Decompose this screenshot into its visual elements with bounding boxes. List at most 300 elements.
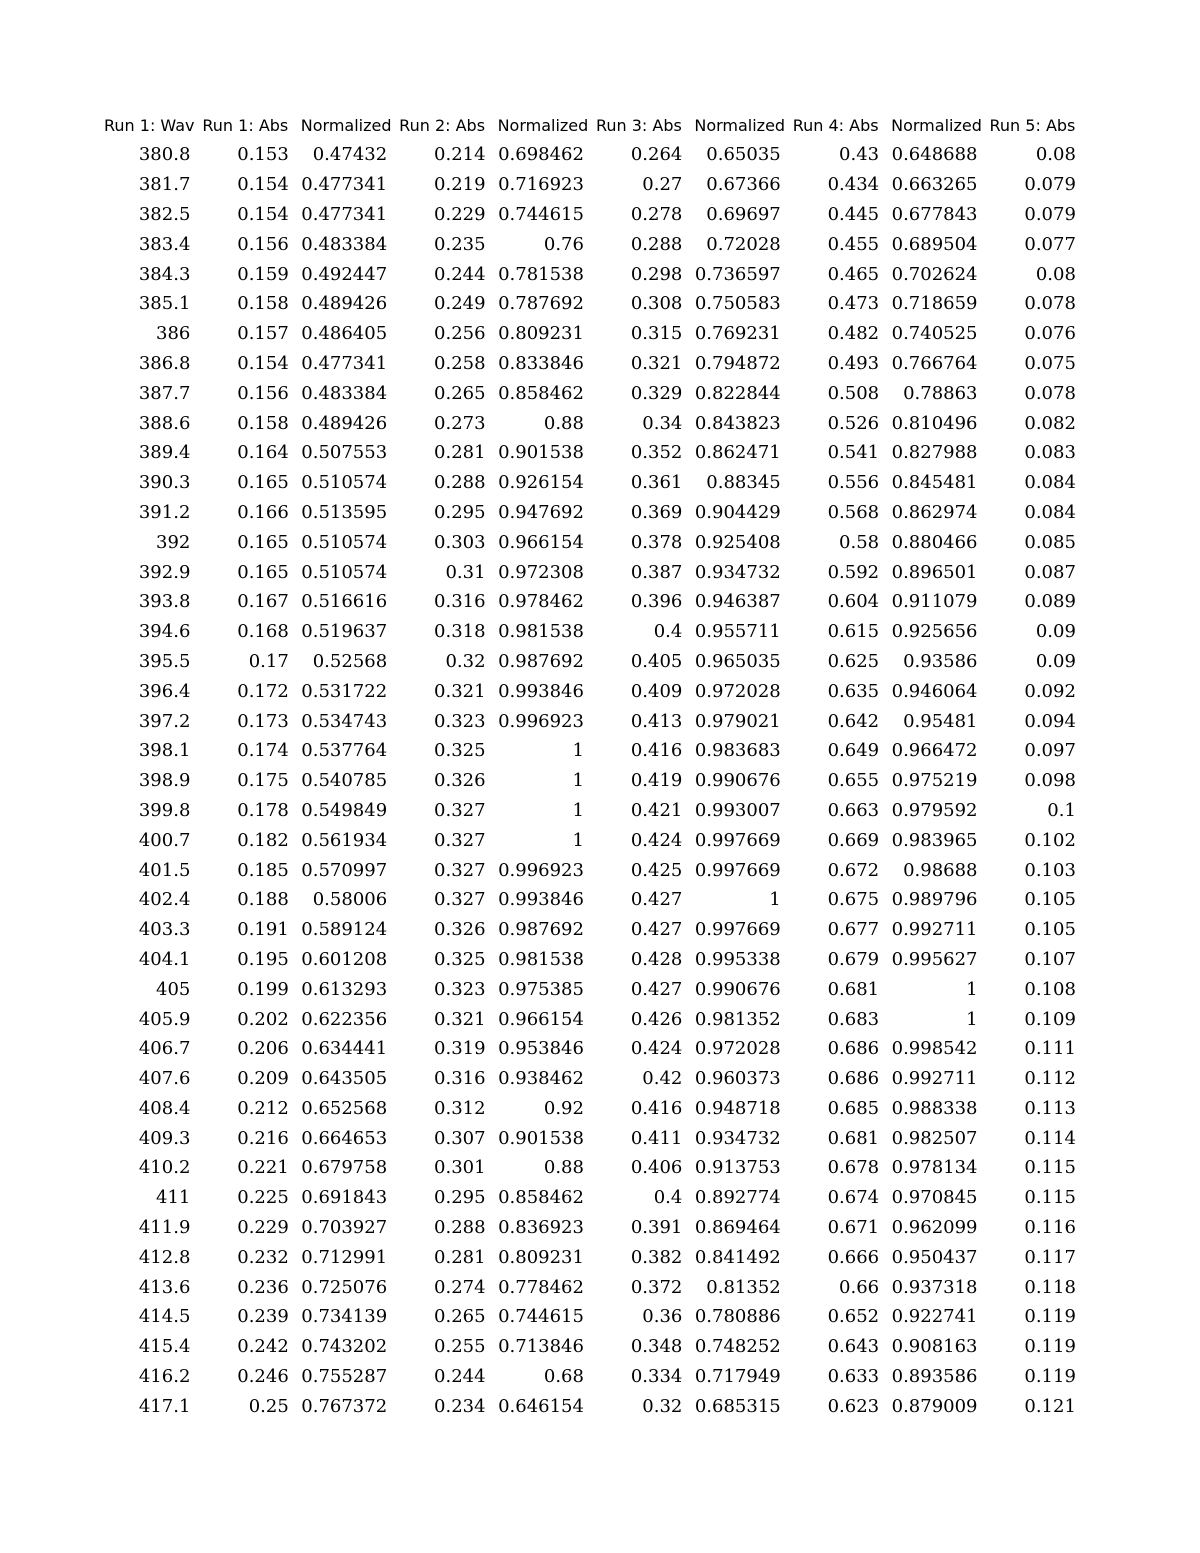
table-cell[interactable]: 0.316 (434, 591, 486, 613)
table-cell[interactable]: 406.7 (138, 1038, 191, 1060)
table-cell[interactable]: 0.908163 (891, 1336, 978, 1358)
table-cell[interactable]: 0.948718 (694, 1097, 781, 1119)
table-cell[interactable]: 0.321 (434, 680, 486, 702)
table-cell[interactable]: 0.901538 (498, 1127, 584, 1149)
table-cell[interactable]: 0.256 (434, 323, 486, 345)
table-cell[interactable]: 0.979592 (891, 799, 978, 821)
table-cell[interactable]: 0.869464 (694, 1217, 781, 1239)
table-cell[interactable]: 0.996923 (498, 710, 584, 732)
table-cell[interactable]: 0.666 (827, 1246, 880, 1268)
table-cell[interactable]: 0.748252 (694, 1336, 781, 1358)
table-cell[interactable]: 0.084 (1024, 501, 1076, 523)
table-cell[interactable]: 0.202 (237, 1008, 289, 1030)
table-cell[interactable]: 0.413 (630, 710, 683, 732)
table-cell[interactable]: 0.103 (1024, 859, 1076, 881)
table-cell[interactable]: 0.25 (248, 1395, 289, 1417)
table-cell[interactable]: 0.981538 (498, 948, 584, 970)
table-cell[interactable]: 0.510574 (301, 561, 388, 583)
table-cell[interactable]: 0.325 (434, 948, 486, 970)
table-cell[interactable]: 0.166 (237, 501, 289, 523)
table-cell[interactable]: 0.893586 (891, 1366, 978, 1388)
table-cell[interactable]: 381.7 (138, 174, 191, 196)
table-cell[interactable]: 0.492447 (301, 263, 388, 285)
table-cell[interactable]: 0.983965 (891, 829, 978, 851)
table-cell[interactable]: 384.3 (138, 263, 191, 285)
table-cell[interactable]: 0.174 (237, 740, 289, 762)
table-cell[interactable]: 0.76 (543, 233, 584, 255)
table-cell[interactable]: 0.913753 (694, 1157, 781, 1179)
table-cell[interactable]: 0.526 (827, 412, 880, 434)
table-cell[interactable]: 0.325 (434, 740, 486, 762)
table-cell[interactable]: 0.172 (237, 680, 289, 702)
table-cell[interactable]: 404.1 (138, 948, 191, 970)
table-cell[interactable]: 0.102 (1024, 829, 1076, 851)
table-cell[interactable]: 0.154 (237, 352, 289, 374)
table-cell[interactable]: 0.075 (1024, 352, 1076, 374)
table-cell[interactable]: 395.5 (138, 650, 191, 672)
table-cell[interactable]: 0.570997 (301, 859, 388, 881)
table-cell[interactable]: 0.244 (434, 263, 486, 285)
table-cell[interactable]: 0.88 (543, 412, 584, 434)
table-cell[interactable]: 0.601208 (301, 948, 388, 970)
table-cell[interactable]: 0.264 (630, 144, 683, 166)
table-cell[interactable]: 0.677843 (891, 203, 978, 225)
table-cell[interactable]: 0.079 (1024, 174, 1076, 196)
column-header[interactable]: Normalized (694, 115, 786, 135)
table-cell[interactable]: 0.717949 (694, 1366, 781, 1388)
table-cell[interactable]: 0.157 (237, 323, 289, 345)
table-cell[interactable]: 0.154 (237, 174, 289, 196)
table-cell[interactable]: 0.465 (827, 263, 880, 285)
table-cell[interactable]: 0.646154 (498, 1395, 584, 1417)
table-cell[interactable]: 0.206 (237, 1038, 289, 1060)
table-cell[interactable]: 0.634441 (301, 1038, 388, 1060)
column-header[interactable]: Normalized (891, 115, 982, 135)
table-cell[interactable]: 0.996923 (498, 859, 584, 881)
table-cell[interactable]: 0.879009 (891, 1395, 978, 1417)
table-cell[interactable]: 0.780886 (694, 1306, 781, 1328)
table-cell[interactable]: 0.833846 (498, 352, 584, 374)
table-cell[interactable]: 0.425 (630, 859, 683, 881)
table-cell[interactable]: 0.809231 (498, 1246, 584, 1268)
table-cell[interactable]: 0.966154 (498, 1008, 584, 1030)
table-cell[interactable]: 0.787692 (498, 293, 584, 315)
table-cell[interactable]: 0.966154 (498, 531, 584, 553)
table-cell[interactable]: 408.4 (138, 1097, 191, 1119)
table-cell[interactable]: 0.685315 (694, 1395, 781, 1417)
table-cell[interactable]: 0.750583 (694, 293, 781, 315)
table-cell[interactable]: 0.734139 (301, 1306, 388, 1328)
table-cell[interactable]: 0.993846 (498, 680, 584, 702)
table-cell[interactable]: 0.117 (1024, 1246, 1076, 1268)
table-cell[interactable]: 0.089 (1024, 591, 1076, 613)
table-cell[interactable]: 0.31 (445, 561, 486, 583)
table-cell[interactable]: 0.094 (1024, 710, 1076, 732)
table-cell[interactable]: 0.165 (237, 531, 289, 553)
table-cell[interactable]: 0.766764 (891, 352, 978, 374)
table-cell[interactable]: 0.334 (630, 1366, 683, 1388)
table-cell[interactable]: 0.087 (1024, 561, 1076, 583)
table-cell[interactable]: 1 (966, 1008, 978, 1030)
table-cell[interactable]: 393.8 (138, 591, 191, 613)
table-cell[interactable]: 0.321 (630, 352, 683, 374)
table-cell[interactable]: 0.295 (434, 1187, 486, 1209)
table-cell[interactable]: 0.278 (630, 203, 683, 225)
table-cell[interactable]: 0.47432 (312, 144, 388, 166)
table-cell[interactable]: 0.663265 (891, 174, 978, 196)
column-header[interactable]: Normalized (497, 115, 589, 135)
table-cell[interactable]: 0.329 (630, 382, 683, 404)
table-cell[interactable]: 0.455 (827, 233, 880, 255)
table-cell[interactable]: 0.318 (434, 621, 486, 643)
table-cell[interactable]: 0.09 (1035, 621, 1076, 643)
table-cell[interactable]: 0.477341 (301, 174, 388, 196)
table-cell[interactable]: 387.7 (138, 382, 191, 404)
table-cell[interactable]: 0.229 (237, 1217, 289, 1239)
table-cell[interactable]: 0.327 (434, 859, 486, 881)
table-cell[interactable]: 390.3 (138, 472, 191, 494)
table-cell[interactable]: 0.981538 (498, 621, 584, 643)
table-cell[interactable]: 0.489426 (301, 293, 388, 315)
table-cell[interactable]: 0.997669 (694, 829, 781, 851)
table-cell[interactable]: 0.652 (827, 1306, 880, 1328)
table-cell[interactable]: 0.962099 (891, 1217, 978, 1239)
table-cell[interactable]: 1 (572, 829, 584, 851)
table-cell[interactable]: 0.27 (642, 174, 683, 196)
table-cell[interactable]: 382.5 (138, 203, 191, 225)
table-cell[interactable]: 0.649 (827, 740, 880, 762)
table-cell[interactable]: 0.836923 (498, 1217, 584, 1239)
table-cell[interactable]: 0.154 (237, 203, 289, 225)
table-cell[interactable]: 405 (156, 978, 191, 1000)
table-cell[interactable]: 0.078 (1024, 293, 1076, 315)
table-cell[interactable]: 0.718659 (891, 293, 978, 315)
table-cell[interactable]: 0.428 (630, 948, 683, 970)
table-cell[interactable]: 0.416 (630, 1097, 683, 1119)
table-cell[interactable]: 416.2 (138, 1366, 191, 1388)
table-cell[interactable]: 0.689504 (891, 233, 978, 255)
table-cell[interactable]: 0.686 (827, 1038, 880, 1060)
table-cell[interactable]: 0.953846 (498, 1038, 584, 1060)
table-cell[interactable]: 0.975219 (891, 770, 978, 792)
table-cell[interactable]: 0.312 (434, 1097, 486, 1119)
table-cell[interactable]: 0.926154 (498, 472, 584, 494)
table-cell[interactable]: 0.225 (237, 1187, 289, 1209)
table-cell[interactable]: 0.164 (237, 442, 289, 464)
table-cell[interactable]: 0.827988 (891, 442, 978, 464)
table-cell[interactable]: 0.744615 (498, 1306, 584, 1328)
table-cell[interactable]: 0.987692 (498, 650, 584, 672)
table-cell[interactable]: 0.81352 (706, 1276, 781, 1298)
table-cell[interactable]: 0.642 (827, 710, 880, 732)
table-cell[interactable]: 0.288 (434, 1217, 486, 1239)
table-cell[interactable]: 0.65035 (706, 144, 781, 166)
table-cell[interactable]: 0.212 (237, 1097, 289, 1119)
table-cell[interactable]: 0.52568 (312, 650, 388, 672)
table-cell[interactable]: 0.69697 (706, 203, 781, 225)
table-cell[interactable]: 0.084 (1024, 472, 1076, 494)
table-cell[interactable]: 0.794872 (694, 352, 781, 374)
table-cell[interactable]: 0.165 (237, 561, 289, 583)
table-cell[interactable]: 0.214 (434, 144, 486, 166)
table-cell[interactable]: 0.382 (630, 1246, 683, 1268)
table-cell[interactable]: 0.998542 (891, 1038, 978, 1060)
table-cell[interactable]: 0.643505 (301, 1068, 388, 1090)
table-cell[interactable]: 0.424 (630, 829, 683, 851)
table-cell[interactable]: 0.391 (630, 1217, 683, 1239)
table-cell[interactable]: 410.2 (138, 1157, 191, 1179)
table-cell[interactable]: 0.716923 (498, 174, 584, 196)
table-cell[interactable]: 0.950437 (891, 1246, 978, 1268)
table-cell[interactable]: 0.115 (1024, 1187, 1076, 1209)
table-cell[interactable]: 0.675 (827, 889, 880, 911)
table-cell[interactable]: 0.589124 (301, 919, 388, 941)
table-cell[interactable]: 0.561934 (301, 829, 388, 851)
table-cell[interactable]: 0.235 (434, 233, 486, 255)
table-cell[interactable]: 0.652568 (301, 1097, 388, 1119)
table-cell[interactable]: 0.421 (630, 799, 683, 821)
table-cell[interactable]: 0.510574 (301, 531, 388, 553)
table-cell[interactable]: 0.118 (1024, 1276, 1076, 1298)
table-cell[interactable]: 411 (156, 1187, 191, 1209)
table-cell[interactable]: 0.993846 (498, 889, 584, 911)
table-cell[interactable]: 0.671 (827, 1217, 880, 1239)
table-cell[interactable]: 0.975385 (498, 978, 584, 1000)
table-cell[interactable]: 0.72028 (706, 233, 781, 255)
table-cell[interactable]: 0.477341 (301, 203, 388, 225)
table-cell[interactable]: 0.1 (1047, 799, 1076, 821)
table-cell[interactable]: 0.107 (1024, 948, 1076, 970)
table-cell[interactable]: 0.307 (434, 1127, 486, 1149)
table-cell[interactable]: 0.288 (434, 472, 486, 494)
table-cell[interactable]: 0.988338 (891, 1097, 978, 1119)
table-cell[interactable]: 391.2 (138, 501, 191, 523)
table-cell[interactable]: 0.531722 (301, 680, 388, 702)
table-cell[interactable]: 1 (572, 770, 584, 792)
table-cell[interactable]: 0.153 (237, 144, 289, 166)
table-cell[interactable]: 0.434 (827, 174, 880, 196)
table-cell[interactable]: 0.246 (237, 1366, 289, 1388)
table-cell[interactable]: 0.508 (827, 382, 880, 404)
table-cell[interactable]: 0.483384 (301, 233, 388, 255)
table-cell[interactable]: 401.5 (138, 859, 191, 881)
table-cell[interactable]: 0.972028 (694, 1038, 781, 1060)
table-cell[interactable]: 0.613293 (301, 978, 388, 1000)
table-cell[interactable]: 0.955711 (694, 621, 781, 643)
table-cell[interactable]: 0.995338 (694, 948, 781, 970)
table-cell[interactable]: 0.36 (642, 1306, 683, 1328)
table-cell[interactable]: 0.622356 (301, 1008, 388, 1030)
table-cell[interactable]: 0.303 (434, 531, 486, 553)
table-cell[interactable]: 0.085 (1024, 531, 1076, 553)
table-cell[interactable]: 0.88 (543, 1157, 584, 1179)
table-cell[interactable]: 0.88345 (706, 472, 781, 494)
table-cell[interactable]: 405.9 (138, 1008, 191, 1030)
table-cell[interactable]: 0.326 (434, 919, 486, 941)
table-cell[interactable]: 0.683 (827, 1008, 880, 1030)
table-cell[interactable]: 0.95481 (903, 710, 978, 732)
table-cell[interactable]: 0.513595 (301, 501, 388, 523)
table-cell[interactable]: 0.419 (630, 770, 683, 792)
table-cell[interactable]: 0.635 (827, 680, 880, 702)
table-cell[interactable]: 0.510574 (301, 472, 388, 494)
table-cell[interactable]: 0.229 (434, 203, 486, 225)
table-cell[interactable]: 0.411 (630, 1127, 683, 1149)
table-cell[interactable]: 0.685 (827, 1097, 880, 1119)
table-cell[interactable]: 0.178 (237, 799, 289, 821)
table-cell[interactable]: 0.326 (434, 770, 486, 792)
table-cell[interactable]: 0.158 (237, 412, 289, 434)
table-cell[interactable]: 0.167 (237, 591, 289, 613)
table-cell[interactable]: 0.369 (630, 501, 683, 523)
table-cell[interactable]: 0.989796 (891, 889, 978, 911)
table-cell[interactable]: 0.519637 (301, 621, 388, 643)
table-cell[interactable]: 0.173 (237, 710, 289, 732)
table-cell[interactable]: 412.8 (138, 1246, 191, 1268)
table-cell[interactable]: 0.255 (434, 1336, 486, 1358)
table-cell[interactable]: 0.698462 (498, 144, 584, 166)
table-cell[interactable]: 0.378 (630, 531, 683, 553)
table-cell[interactable]: 0.316 (434, 1068, 486, 1090)
table-cell[interactable]: 0.972028 (694, 680, 781, 702)
table-cell[interactable]: 0.239 (237, 1306, 289, 1328)
table-cell[interactable]: 0.219 (434, 174, 486, 196)
table-cell[interactable]: 0.713846 (498, 1336, 584, 1358)
table-cell[interactable]: 0.982507 (891, 1127, 978, 1149)
table-cell[interactable]: 0.105 (1024, 889, 1076, 911)
table-cell[interactable]: 0.592 (827, 561, 880, 583)
table-cell[interactable]: 0.301 (434, 1157, 486, 1179)
table-cell[interactable]: 0.156 (237, 382, 289, 404)
table-cell[interactable]: 0.946064 (891, 680, 978, 702)
table-cell[interactable]: 0.4 (653, 621, 683, 643)
table-cell[interactable]: 380.8 (138, 144, 191, 166)
table-cell[interactable]: 0.615 (827, 621, 880, 643)
table-cell[interactable]: 0.743202 (301, 1336, 388, 1358)
table-cell[interactable]: 0.493 (827, 352, 880, 374)
table-cell[interactable]: 0.077 (1024, 233, 1076, 255)
table-cell[interactable]: 0.323 (434, 710, 486, 732)
table-cell[interactable]: 0.105 (1024, 919, 1076, 941)
table-cell[interactable]: 0.242 (237, 1336, 289, 1358)
table-cell[interactable]: 0.158 (237, 293, 289, 315)
table-cell[interactable]: 0.32 (445, 650, 486, 672)
table-cell[interactable]: 0.115 (1024, 1157, 1076, 1179)
table-cell[interactable]: 0.965035 (694, 650, 781, 672)
table-cell[interactable]: 0.274 (434, 1276, 486, 1298)
table-cell[interactable]: 0.534743 (301, 710, 388, 732)
table-cell[interactable]: 0.327 (434, 829, 486, 851)
column-header[interactable]: Run 5: Abs (989, 115, 1076, 135)
table-cell[interactable]: 0.209 (237, 1068, 289, 1090)
table-cell[interactable]: 0.678 (827, 1157, 880, 1179)
table-cell[interactable]: 0.744615 (498, 203, 584, 225)
table-cell[interactable]: 403.3 (138, 919, 191, 941)
table-cell[interactable]: 0.199 (237, 978, 289, 1000)
table-cell[interactable]: 398.9 (138, 770, 191, 792)
table-cell[interactable]: 383.4 (138, 233, 191, 255)
table-cell[interactable]: 0.778462 (498, 1276, 584, 1298)
table-cell[interactable]: 0.486405 (301, 323, 388, 345)
table-cell[interactable]: 0.623 (827, 1395, 880, 1417)
table-cell[interactable]: 0.845481 (891, 472, 978, 494)
table-cell[interactable]: 0.427 (630, 889, 683, 911)
table-cell[interactable]: 0.93586 (903, 650, 978, 672)
table-cell[interactable]: 0.295 (434, 501, 486, 523)
table-cell[interactable]: 417.1 (138, 1395, 191, 1417)
table-cell[interactable]: 0.896501 (891, 561, 978, 583)
table-cell[interactable]: 0.321 (434, 1008, 486, 1030)
table-cell[interactable]: 0.232 (237, 1246, 289, 1268)
table-cell[interactable]: 0.159 (237, 263, 289, 285)
table-cell[interactable]: 0.352 (630, 442, 683, 464)
table-cell[interactable]: 0.112 (1024, 1068, 1076, 1090)
table-cell[interactable]: 0.702624 (891, 263, 978, 285)
table-cell[interactable]: 0.922741 (891, 1306, 978, 1328)
table-cell[interactable]: 0.880466 (891, 531, 978, 553)
table-cell[interactable]: 0.568 (827, 501, 880, 523)
table-cell[interactable]: 0.947692 (498, 501, 584, 523)
table-cell[interactable]: 0.445 (827, 203, 880, 225)
column-header[interactable]: Run 2: Abs (399, 115, 486, 135)
table-cell[interactable]: 0.972308 (498, 561, 584, 583)
table-cell[interactable]: 0.672 (827, 859, 880, 881)
table-cell[interactable]: 0.995627 (891, 948, 978, 970)
table-cell[interactable]: 0.416 (630, 740, 683, 762)
table-cell[interactable]: 0.540785 (301, 770, 388, 792)
table-cell[interactable]: 0.168 (237, 621, 289, 643)
table-cell[interactable]: 0.648688 (891, 144, 978, 166)
table-cell[interactable]: 0.725076 (301, 1276, 388, 1298)
table-cell[interactable]: 0.911079 (891, 591, 978, 613)
table-cell[interactable]: 0.42 (642, 1068, 683, 1090)
column-header[interactable]: Run 1: Wav (104, 115, 195, 135)
table-cell[interactable]: 0.990676 (694, 770, 781, 792)
table-cell[interactable]: 392 (156, 531, 191, 553)
table-cell[interactable]: 0.981352 (694, 1008, 781, 1030)
table-cell[interactable]: 0.43 (839, 144, 880, 166)
table-cell[interactable]: 0.98688 (903, 859, 978, 881)
table-cell[interactable]: 397.2 (138, 710, 191, 732)
table-cell[interactable]: 0.236 (237, 1276, 289, 1298)
table-cell[interactable]: 0.767372 (301, 1395, 388, 1417)
table-cell[interactable]: 415.4 (138, 1336, 191, 1358)
table-cell[interactable]: 0.68 (543, 1366, 584, 1388)
table-cell[interactable]: 0.993007 (694, 799, 781, 821)
table-cell[interactable]: 409.3 (138, 1127, 191, 1149)
table-cell[interactable]: 0.113 (1024, 1097, 1076, 1119)
table-cell[interactable]: 0.323 (434, 978, 486, 1000)
table-cell[interactable]: 0.34 (642, 412, 683, 434)
column-header[interactable]: Normalized (300, 115, 392, 135)
table-cell[interactable]: 0.361 (630, 472, 683, 494)
table-cell[interactable]: 0.234 (434, 1395, 486, 1417)
table-cell[interactable]: 0.781538 (498, 263, 584, 285)
table-cell[interactable]: 0.249 (434, 293, 486, 315)
table-cell[interactable]: 0.755287 (301, 1366, 388, 1388)
table-cell[interactable]: 0.298 (630, 263, 683, 285)
table-cell[interactable]: 0.663 (827, 799, 880, 821)
table-cell[interactable]: 0.185 (237, 859, 289, 881)
table-cell[interactable]: 402.4 (138, 889, 191, 911)
table-cell[interactable]: 0.188 (237, 889, 289, 911)
table-cell[interactable]: 0.076 (1024, 323, 1076, 345)
table-cell[interactable]: 399.8 (138, 799, 191, 821)
table-cell[interactable]: 0.643 (827, 1336, 880, 1358)
table-cell[interactable]: 0.703927 (301, 1217, 388, 1239)
table-cell[interactable]: 0.679758 (301, 1157, 388, 1179)
table-cell[interactable]: 0.265 (434, 382, 486, 404)
